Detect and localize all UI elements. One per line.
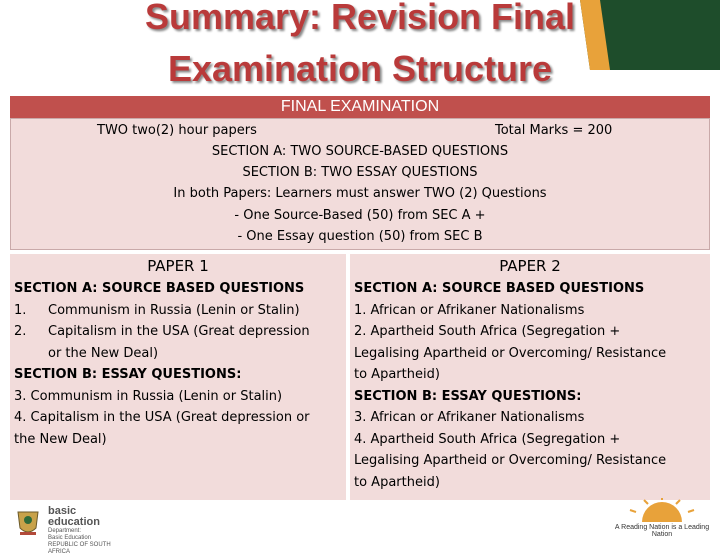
sunrise-icon xyxy=(612,498,712,522)
final-exam-line: SECTION B: TWO ESSAY QUESTIONS xyxy=(242,165,478,180)
paper-1-item xyxy=(14,321,346,343)
final-exam-line: - One Essay question (50) from SEC B xyxy=(237,229,483,244)
paper-1-box xyxy=(10,254,346,500)
department-logo xyxy=(14,505,124,555)
page-title xyxy=(60,0,660,94)
paper-1-item-cont: the New Deal) xyxy=(14,431,107,447)
papers-text: TWO two(2) hour papers xyxy=(97,123,257,138)
title-line-1: Summary: Revision Final xyxy=(144,0,576,37)
item-text: Capitalism in the USA (Great depression xyxy=(48,324,310,339)
paper-1-item: 3. Communism in Russia (Lenin or Stalin) xyxy=(14,388,283,404)
paper-2-item-cont: to Apartheid) xyxy=(354,474,440,490)
final-exam-header: FINAL EXAMINATION xyxy=(10,96,710,118)
reading-nation-logo xyxy=(612,498,712,538)
paper-2-item: 2. Apartheid South Africa (Segregation + xyxy=(354,324,621,339)
paper-1-section-b: SECTION B: ESSAY QUESTIONS: xyxy=(14,367,242,382)
paper-2-item-cont: to Apartheid) xyxy=(354,367,440,382)
paper-1-item: 4. Capitalism in the USA (Great depression or xyxy=(14,410,310,425)
logo-subtitle: REPUBLIC OF SOUTH AFRICA xyxy=(48,542,111,555)
final-exam-line: SECTION A: TWO SOURCE-BASED QUESTIONS xyxy=(211,144,509,159)
paper-1-item xyxy=(14,300,346,322)
item-text: Communism in Russia (Lenin or Stalin) xyxy=(48,302,300,318)
paper-1-title: PAPER 1 xyxy=(147,257,209,275)
final-exam-line: - One Source-Based (50) from SEC A + xyxy=(234,208,486,223)
paper-2-title: PAPER 2 xyxy=(499,257,561,275)
final-exam-line: In both Papers: Learners must answer TWO (2) Questions xyxy=(173,186,547,201)
paper-2-item: 3. African or Afrikaner Nationalisms xyxy=(354,410,585,425)
paper-2-item-cont: Legalising Apartheid or Overcoming/ Resistance xyxy=(354,453,667,468)
paper-2-box xyxy=(350,254,710,500)
paper-2-section-a: SECTION A: SOURCE BASED QUESTIONS xyxy=(354,281,645,296)
final-exam-box xyxy=(10,118,710,250)
title-line-2: Examination Structure xyxy=(167,48,553,89)
item-number: 2. xyxy=(14,324,27,339)
tagline: A Reading Nation is a Leading Nation xyxy=(614,524,710,538)
logo-subtitle: Basic Education xyxy=(48,535,92,541)
total-marks-text: Total Marks = 200 xyxy=(495,123,613,138)
paper-2-item: 1. African or Afrikaner Nationalisms xyxy=(354,302,585,318)
paper-2-item: 4. Apartheid South Africa (Segregation + xyxy=(354,431,621,447)
logo-title: basic education xyxy=(48,505,100,528)
paper-2-section-b: SECTION B: ESSAY QUESTIONS: xyxy=(354,388,582,404)
coat-of-arms-icon xyxy=(14,506,42,538)
paper-1-section-a: SECTION A: SOURCE BASED QUESTIONS xyxy=(14,281,305,296)
item-number: 1. xyxy=(14,302,27,318)
paper-1-item-cont: or the New Deal) xyxy=(48,345,159,361)
paper-2-item-cont: Legalising Apartheid or Overcoming/ Resistance xyxy=(354,345,667,361)
logo-subtitle: Department: xyxy=(48,528,82,534)
